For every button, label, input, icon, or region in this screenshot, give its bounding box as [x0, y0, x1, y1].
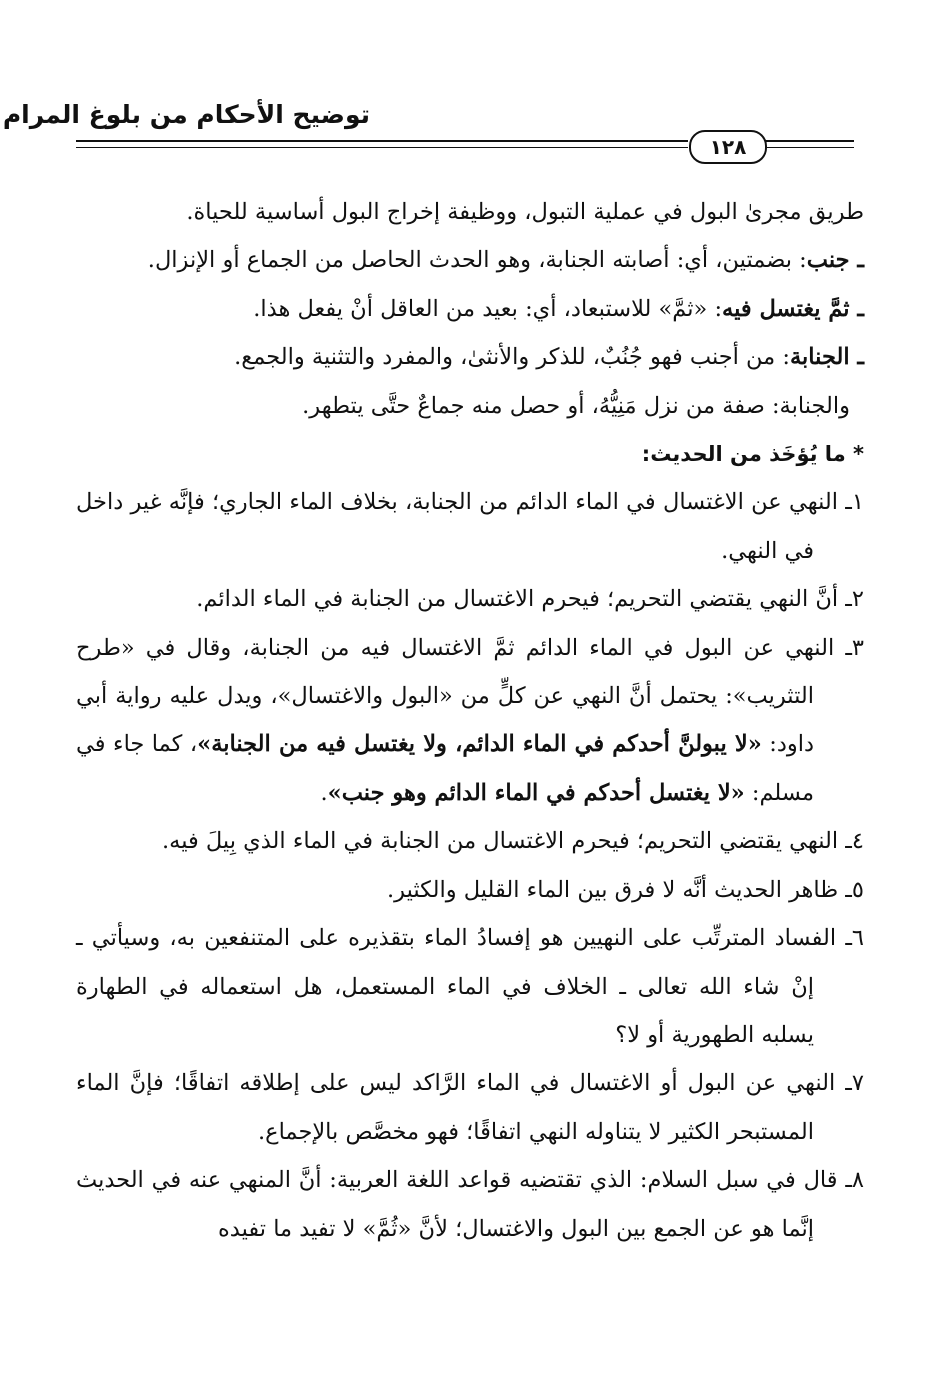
list-item-2: ٢ـ أنَّ النهي يقتضي التحريم؛ فيحرم الاغتسال من الجنابة في الماء الدائم.	[196, 586, 864, 613]
header-rule-bottom-left	[76, 147, 688, 148]
gloss-junub	[76, 236, 864, 284]
gloss-term: ـ ثمَّ يغتسل فيه	[722, 295, 864, 322]
gloss-text: : «ثمَّ» للاستبعاد، أي: بعيد من العاقل أنْ يفعل هذا.	[253, 295, 723, 322]
list-item-1: ١ـ النهي عن الاغتسال في الماء الدائم من الجنابة، بخلاف الماء الجاري؛ فإنَّه غير داخل في النهي.	[76, 489, 864, 564]
page-body	[76, 188, 864, 1253]
page-number: ١٢٨	[689, 130, 767, 164]
gloss-term: ـ الجنابة	[789, 344, 864, 371]
running-title: توضيح الأحكام من بلوغ المرام	[2, 100, 370, 129]
item3-text-a: ٣ـ النهي عن البول في الماء الدائم ثمَّ الاغتسال فيه من الجنابة، وقال في «طرح التثريب»: يحتمل أنَّ النهي عن كلٍّ من «البول والاغتسال»، ويدل عليه رواية أبي داود:	[76, 634, 864, 758]
header-rule-bottom-right	[764, 147, 854, 148]
list-item-7: ٧ـ النهي عن البول أو الاغتسال في الماء الرَّاكد ليس على إطلاقه اتفاقًا؛ فإنَّ الماء المستبحر الكثير لا يتناوله النهي اتفاقًا؛ فهو مخصَّص بالإجماع.	[76, 1070, 864, 1145]
item3-text-e: .	[320, 779, 328, 806]
gloss-janaba	[76, 333, 864, 381]
list-item-3	[76, 624, 864, 818]
gloss-thumma	[76, 285, 864, 333]
hadith-quote-1: «لا يبولنَّ أحدكم في الماء الدائم، ولا يغتسل فيه من الجنابة»	[197, 731, 762, 758]
section-heading: * ما يُؤخَذ من الحديث:	[641, 442, 864, 467]
gloss-term: ـ جنب	[806, 247, 864, 274]
hadith-quote-2: «لا يغتسل أحدكم في الماء الدائم وهو جنب»	[327, 779, 745, 806]
header-rule-top-left	[76, 140, 688, 142]
gloss-text: : بضمتين، أي: أصابته الجنابة، وهو الحدث الحاصل من الجماع أو الإنزال.	[147, 247, 807, 274]
paragraph-continuation: طريق مجرىٰ البول في عملية التبول، ووظيفة إخراج البول أساسية للحياة.	[186, 199, 864, 225]
gloss-text: : من أجنب فهو جُنُبٌ، للذكر والأنثىٰ، والمفرد والتثنية والجمع.	[234, 344, 790, 371]
list-item-8: ٨ـ قال في سبل السلام: الذي تقتضيه قواعد اللغة العربية: أنَّ المنهي عنه في الحديث إنَّما هو عن الجمع بين البول والاغتسال؛ لأنَّ «ثُمَّ» لا تفيد ما تفيده	[76, 1167, 865, 1242]
header-rule-top-right	[764, 140, 854, 142]
item3-text-c: ، كما جاء في مسلم:	[76, 731, 814, 806]
list-item-5: ٥ـ ظاهر الحديث أنَّه لا فرق بين الماء القليل والكثير.	[387, 876, 864, 903]
gloss-janaba-definition: والجنابة: صفة من نزل مَنِيُّهُ، أو حصل منه جماعٌ حتَّى يتطهر.	[302, 392, 850, 419]
list-item-4: ٤ـ النهي يقتضي التحريم؛ فيحرم الاغتسال من الجنابة في الماء الذي بِيلَ فيه.	[161, 828, 864, 855]
list-item-6: ٦ـ الفساد المترتِّب على النهيين هو إفسادُ الماء بتقذيره على المتنفعين به، وسيأتي ـ إنْ شاء الله تعالى ـ الخلاف في الماء المستعمل، هل استعماله في الطهارة يسلبه الطهورية أو لا؟	[76, 925, 864, 1048]
